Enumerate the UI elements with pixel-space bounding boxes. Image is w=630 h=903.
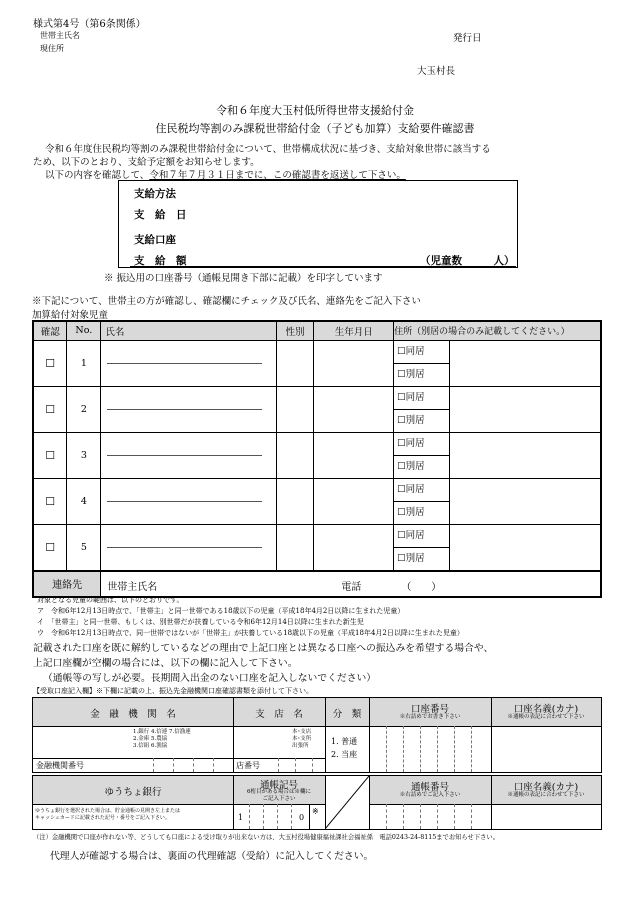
together-checkbox[interactable]: ☐同居 (394, 479, 449, 502)
issue-date-label: 発行日 (453, 33, 482, 44)
row-number: 4 (67, 478, 101, 524)
address-field[interactable] (394, 524, 601, 571)
child-row (33, 340, 601, 386)
child-name-field[interactable] (101, 478, 276, 524)
together-checkbox[interactable]: ☐同居 (394, 525, 449, 548)
type-1[interactable]: 1. 普通 (331, 737, 358, 746)
symbol-last-digit: 0 (299, 813, 305, 822)
child-name-field[interactable] (101, 432, 276, 478)
gender-field[interactable] (276, 432, 314, 478)
scope-u: ウ 令和6年12月13日時点で、同一世帯ではないが「世帯主」が扶養している18歳以下の児童（平成18年4月2日以降に生まれた児童） (37, 629, 464, 637)
payment-account-label: 支給口座 (134, 234, 176, 246)
payment-date-label: 支 給 日 (134, 209, 187, 221)
payment-note: ※ 振込用の口座番号（通帳見開き下部に記載）を印字しています (104, 273, 383, 284)
account-no-header: 口座番号 (410, 704, 449, 715)
yucho-note-1: ゆうちょ銀行を選択された場合は、貯金通帳の見開き左上または (35, 808, 181, 814)
header-confirm: 確認 (33, 321, 67, 340)
branch-types-2: 本･支所 (292, 736, 312, 742)
scope-i: イ 「世帯主」と同一世帯、もしくは、別世帯だが扶養している令和6年12月14日以降に生まれた新生児 (37, 618, 364, 626)
account-note-1: 記載された口座を既に解約しているなどの理由で上記口座とは異なる口座への振込みを希望する場合や、 (33, 643, 494, 654)
check-instruction: ※下記について、世帯主の方が確認し、確認欄にチェック及び氏名、連絡先をご記入下さい (32, 296, 421, 307)
type-2[interactable]: 2. 当座 (331, 750, 358, 759)
footer-note: （注）金融機関で口座が作れない等、どうしても口座による受け取りが出来ない方は、大玉村役場健康福祉課社会福祉係 電話0243-24-8115までお知らせ下さい。 (33, 834, 500, 841)
address-field[interactable] (394, 340, 601, 386)
address-label: 現住所 (40, 44, 64, 53)
institution-code-label: 金融機関番号 (36, 761, 84, 770)
row-number: 3 (67, 432, 101, 478)
child-row (33, 386, 601, 432)
child-name-field[interactable] (101, 524, 276, 571)
intro-p2-prefix: 以下の内容を確認して、 (45, 170, 150, 181)
yucho-name: ゆうちょ銀行 (104, 787, 162, 798)
header-birthdate: 生年月日 (314, 321, 394, 340)
child-name-field[interactable] (101, 386, 276, 432)
intro-p2 (45, 167, 406, 181)
symbol-first-digit: 1 (238, 813, 244, 822)
contact-phone-paren: （ ） (401, 581, 442, 593)
confirm-checkbox[interactable]: ☐ (33, 478, 67, 524)
contact-field[interactable] (101, 571, 601, 597)
children-count: （児童数 人） (420, 255, 515, 267)
contact-name-label: 世帯主氏名 (107, 581, 158, 593)
birthdate-field[interactable] (314, 432, 394, 478)
confirm-checkbox[interactable]: ☐ (33, 340, 67, 386)
address-field[interactable] (394, 478, 601, 524)
issuer: 大玉村長 (417, 66, 456, 77)
header-no: No. (67, 321, 101, 340)
gender-field[interactable] (276, 340, 314, 386)
form-number: 様式第4号（第6条関係） (33, 19, 146, 30)
header-gender: 性別 (276, 321, 314, 340)
contact-row (33, 571, 601, 597)
branch-types-3: 出張所 (292, 743, 309, 749)
account-note-2: 上記口座欄が空欄の場合には、以下の欄に記入して下さい。 (33, 658, 298, 669)
together-checkbox[interactable]: ☐同居 (394, 341, 449, 364)
scope-heading: 対象となる児童の範囲は、以下のとおりです。 (37, 596, 184, 604)
holder-header: 口座名義(カナ) (513, 704, 579, 715)
asterisk-box[interactable]: ※ (312, 807, 319, 816)
separate-checkbox[interactable]: ☐別居 (397, 368, 425, 380)
symbol-header: 通帳記号 (259, 780, 298, 791)
branch-types-1: 本･支店 (292, 729, 312, 735)
birthdate-field[interactable] (314, 478, 394, 524)
institution-header: 金 融 機 関 名 (90, 709, 176, 720)
title-line1: 令和６年度大玉村低所得世帯支援給付金 (216, 104, 414, 117)
symbol-sub2: ご記入下さい (262, 796, 296, 802)
birthdate-field[interactable] (314, 386, 394, 432)
gender-field[interactable] (276, 386, 314, 432)
bank-table (32, 697, 602, 773)
row-number: 1 (67, 340, 101, 386)
separate-checkbox[interactable]: ☐別居 (397, 506, 425, 518)
yucho-holder-sub: ※通帳の表記に合わせて下さい (507, 792, 585, 798)
header-name: 氏名 (101, 321, 276, 340)
address-field[interactable] (394, 386, 601, 432)
address-field[interactable] (394, 432, 601, 478)
confirm-checkbox[interactable]: ☐ (33, 524, 67, 571)
confirm-checkbox[interactable]: ☐ (33, 432, 67, 478)
account-note-3: （通帳等の写しが必要。長期間入出金のない口座を記入しないでください） (43, 673, 377, 684)
type-header: 分 類 (332, 709, 362, 720)
account-no-sub: ※右詰めでお書き下さい (399, 714, 461, 720)
branch-header: 支 店 名 (255, 709, 303, 720)
payment-amount-label: 支 給 額 (134, 255, 187, 267)
separate-checkbox[interactable]: ☐別居 (397, 460, 425, 472)
child-row (33, 524, 601, 571)
birthdate-field[interactable] (314, 524, 394, 571)
bank-types-1: 1.銀行 4.信連 7.信漁連 (133, 729, 191, 735)
together-checkbox[interactable]: ☐同居 (394, 433, 449, 456)
child-row (33, 478, 601, 524)
yucho-note-2: キャッシュカードに記載された記号・番号をご記入下さい。 (35, 815, 170, 821)
householder-label: 世帯主氏名 (40, 31, 80, 40)
proxy-note: 代理人が確認する場合は、裏面の代理確認（受給）に記入してください。 (50, 851, 374, 862)
symbol-sub1: 6桁目がある場合は※欄に (246, 789, 311, 795)
yucho-table (32, 775, 602, 830)
number-sub: ※右詰めでご記入下さい (399, 792, 461, 798)
child-name-field[interactable] (101, 340, 276, 386)
diagonal-slash (325, 776, 369, 829)
row-number: 2 (67, 386, 101, 432)
children-table (32, 320, 602, 598)
intro-p1b: ため、以下のとおり、支給予定額をお知らせします。 (33, 157, 260, 168)
number-header: 通帳番号 (410, 782, 449, 793)
payment-method-label: 支給方法 (134, 188, 176, 200)
bank-types-2: 2.金庫 5.農協 (133, 736, 168, 742)
gender-field[interactable] (276, 524, 314, 571)
birthdate-field[interactable] (314, 340, 394, 386)
title-line2: 住民税均等割のみ課税世帯給付金（子ども加算）支給要件確認書 (155, 122, 475, 135)
child-row (33, 432, 601, 478)
contact-label: 連絡先 (33, 571, 101, 597)
yucho-holder-header: 口座名義(カナ) (513, 782, 579, 793)
header-address: 住所（別居の場合のみ記載してください。） (394, 321, 601, 340)
confirm-checkbox[interactable]: ☐ (33, 386, 67, 432)
table-title: 加算給付対象児童 (32, 310, 109, 321)
contact-phone-label: 電話 (341, 581, 362, 593)
separate-checkbox[interactable]: ☐別居 (397, 552, 425, 564)
account-note-4: 【受取口座記入欄】※下欄に記載の上、振込先金融機関口座確認書類を添付して下さい。 (33, 687, 313, 695)
holder-sub: ※通帳の表記に合わせて下さい (507, 714, 585, 720)
row-number: 5 (67, 524, 101, 571)
together-checkbox[interactable]: ☐同居 (394, 387, 449, 410)
separate-checkbox[interactable]: ☐別居 (397, 414, 425, 426)
bank-types-3: 3.信組 6.漁協 (133, 743, 168, 749)
branch-code-label: 店番号 (236, 761, 260, 770)
intro-p1a: 令和６年度住民税均等割のみ課税世帯給付金について、世帯構成状況に基づき、支給対象世帯に該当する (45, 144, 491, 155)
gender-field[interactable] (276, 478, 314, 524)
intro-deadline: 令和７年７月３１日までに、この確認書を返送して下さい。 (149, 170, 406, 181)
scope-a: ア 令和6年12月13日時点で、「世帯主」と同一世帯である18歳以下の児童（平成18年4月2日以降に生まれた児童） (37, 607, 405, 615)
